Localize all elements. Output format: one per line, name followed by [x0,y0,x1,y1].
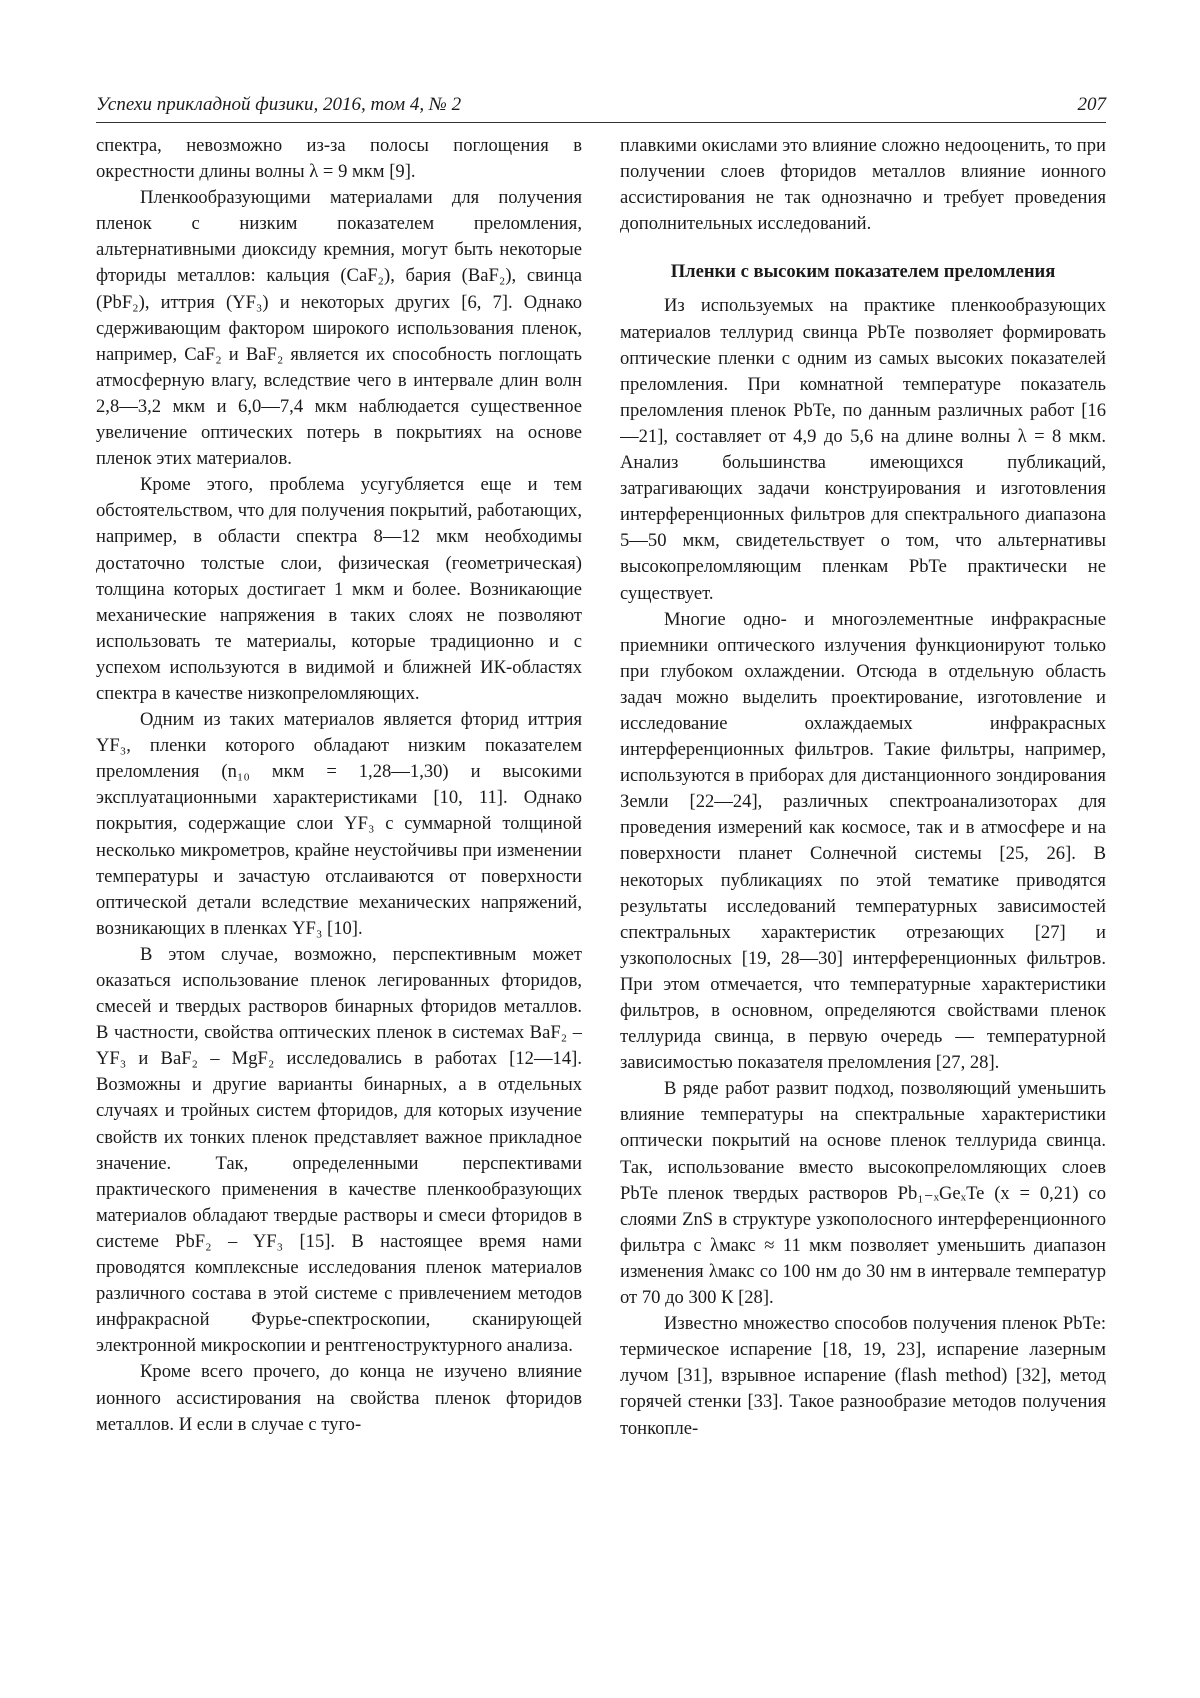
paragraph: Известно множество способов получения пленок PbTe: термическое испарение [18, 19, 23], испарение лазерным лучом [31], взрывное испарение (flash method) [32], метод горячей стенки [33]. Такое разнообразие методов получения тонкопле- [620,1313,1106,1439]
paragraph: Кроме этого, проблема усугубляется еще и тем обстоятельством, что для получения покрытий, работающих, например, в области спектра 8—12 мкм необходимы достаточно толстые слои, физическая (геометрическая) толщина которых достигает 1 мкм и более. Возникающие механические напряжения в таких слоях не позволяют использовать те материалы, которые традиционно и с успехом используются в видимой и ближней ИК-областях спектра в качестве низкопреломляющих. [96,474,582,704]
journal-title: Успехи прикладной физики, 2016, том 4, № 2 [96,94,462,115]
running-header [96,94,1106,123]
paragraph: Одним из таких материалов является фторид иттрия YF₃, пленки которого обладают низким показателем преломления (n₁₀ мкм = 1,28—1,30) и высокими эксплуатационными характеристиками [10, 11]. Однако покрытия, содержащие слои YF₃ с суммарной толщиной несколько микрометров, крайне неустойчивы при изменении температуры и зачастую отслаиваются от поверхности оптической детали вследствие механических напряжений, возникающих в пленках YF₃ [10]. [96,709,582,939]
paragraph: плавкими окислами это влияние сложно недооценить, то при получении слоев фторидов металлов влияние ионного ассистирования не так однозначно и требует проведения дополнительных исследований. [620,135,1106,235]
paragraph: Многие одно- и многоэлементные инфракрасные приемники оптического излучения функционируют только при глубоком охлаждении. Отсюда в отдельную область задач можно выделить проектирование, изготовление и исследование охлаждаемых инфракрасных интерференционных фильтров. Такие фильтры, например, используются в приборах для дистанционного зондирования Земли [22—24], различных спектроанализоторах для проведения измерений как космосе, так и в атмосфере и на поверхности планет Солнечной системы [25, 26]. В некоторых публикациях по этой тематике приводятся результаты исследований температурных зависимостей спектральных характеристик отрезающих [27] и узкополосных [19, 28—30] интерференционных фильтров. При этом отмечается, что температурные характеристики фильтров, в основном, определяются свойствами пленок теллурида свинца, в первую очередь — температурной зависимостью показателя преломления [27, 28]. [620,608,1106,1074]
paragraph: спектра, невозможно из-за полосы поглощения в окрестности длины волны λ = 9 мкм [9]. [96,135,582,183]
paragraph: Из используемых на практике пленкообразующих материалов теллурид свинца PbTe позволяет формировать оптические пленки с одним из самых высоких показателей преломления. При комнатной температуре показатель преломления пленок PbTe, по данным различных работ [16—21], составляет от 4,9 до 5,6 на длине волны λ = 8 мкм. Анализ большинства имеющихся публикаций, затрагивающих задачи конструирования и изготовления интерференционных фильтров для спектрального диапазона 5—50 мкм, свидетельствует о том, что альтернативы высокопреломляющим пленкам PbTe практически не существует. [620,295,1106,604]
paragraph: Пленкообразующими материалами для получения пленок с низким показателем преломления, альтернативными диоксиду кремния, могут быть некоторые фториды металлов: кальция (CaF₂), бария (BaF₂), свинца (PbF₂), иттрия (YF₃) и некоторых других [6, 7]. Однако сдерживающим фактором широкого использования пленок, например, CaF₂ и BaF₂ является их способность поглощать атмосферную влагу, вследствие чего в интервале длин волн 2,8—3,2 мкм и 6,0—7,4 мкм наблюдается существенное увеличение оптических потерь в покрытиях на основе пленок этих материалов. [96,187,582,470]
left-column [96,133,582,1653]
paragraph: В этом случае, возможно, перспективным может оказаться использование пленок легированных фторидов, смесей и твердых растворов бинарных фторидов металлов. В частности, свойства оптических пленок в системах BaF₂ – YF₃ и BaF₂ – MgF₂ исследовались в работах [12—14]. Возможны и другие варианты бинарных, а в отдельных случаях и тройных систем фторидов, для которых изучение свойств их тонких пленок представляет важное прикладное значение. Так, определенными перспективами практического применения в качестве пленкообразующих материалов обладают твердые растворы и смеси фторидов в системе PbF₂ – YF₃ [15]. В настоящее время нами проводятся комплексные исследования пленок материалов различного состава в этой системе с привлечением методов инфракрасной Фурье-спектроскопии, сканирующей электронной микроскопии и рентгеноструктурного анализа. [96,943,582,1357]
section-heading: Пленки с высоким показателем преломления [670,261,1056,283]
paragraph: Кроме всего прочего, до конца не изучено влияние ионного ассистирования на свойства пленок фторидов металлов. И если в случае с туго- [96,1361,582,1435]
page-number: 207 [1077,94,1106,115]
right-column [620,133,1106,1653]
paragraph: В ряде работ развит подход, позволяющий уменьшить влияние температуры на спектральные характеристики оптически покрытий на основе пленок теллурида свинца. Так, использование вместо высокопреломляющих слоев PbTe пленок твердых растворов Pb₁₋ₓGeₓTe (x = 0,21) со слоями ZnS в структуре узкополосного интерференционного фильтра с λмакс ≈ 11 мкм позволяет уменьшить диапазон изменения λмакс со 100 нм до 30 нм в интервале температур от 70 до 300 К [28]. [620,1078,1106,1309]
